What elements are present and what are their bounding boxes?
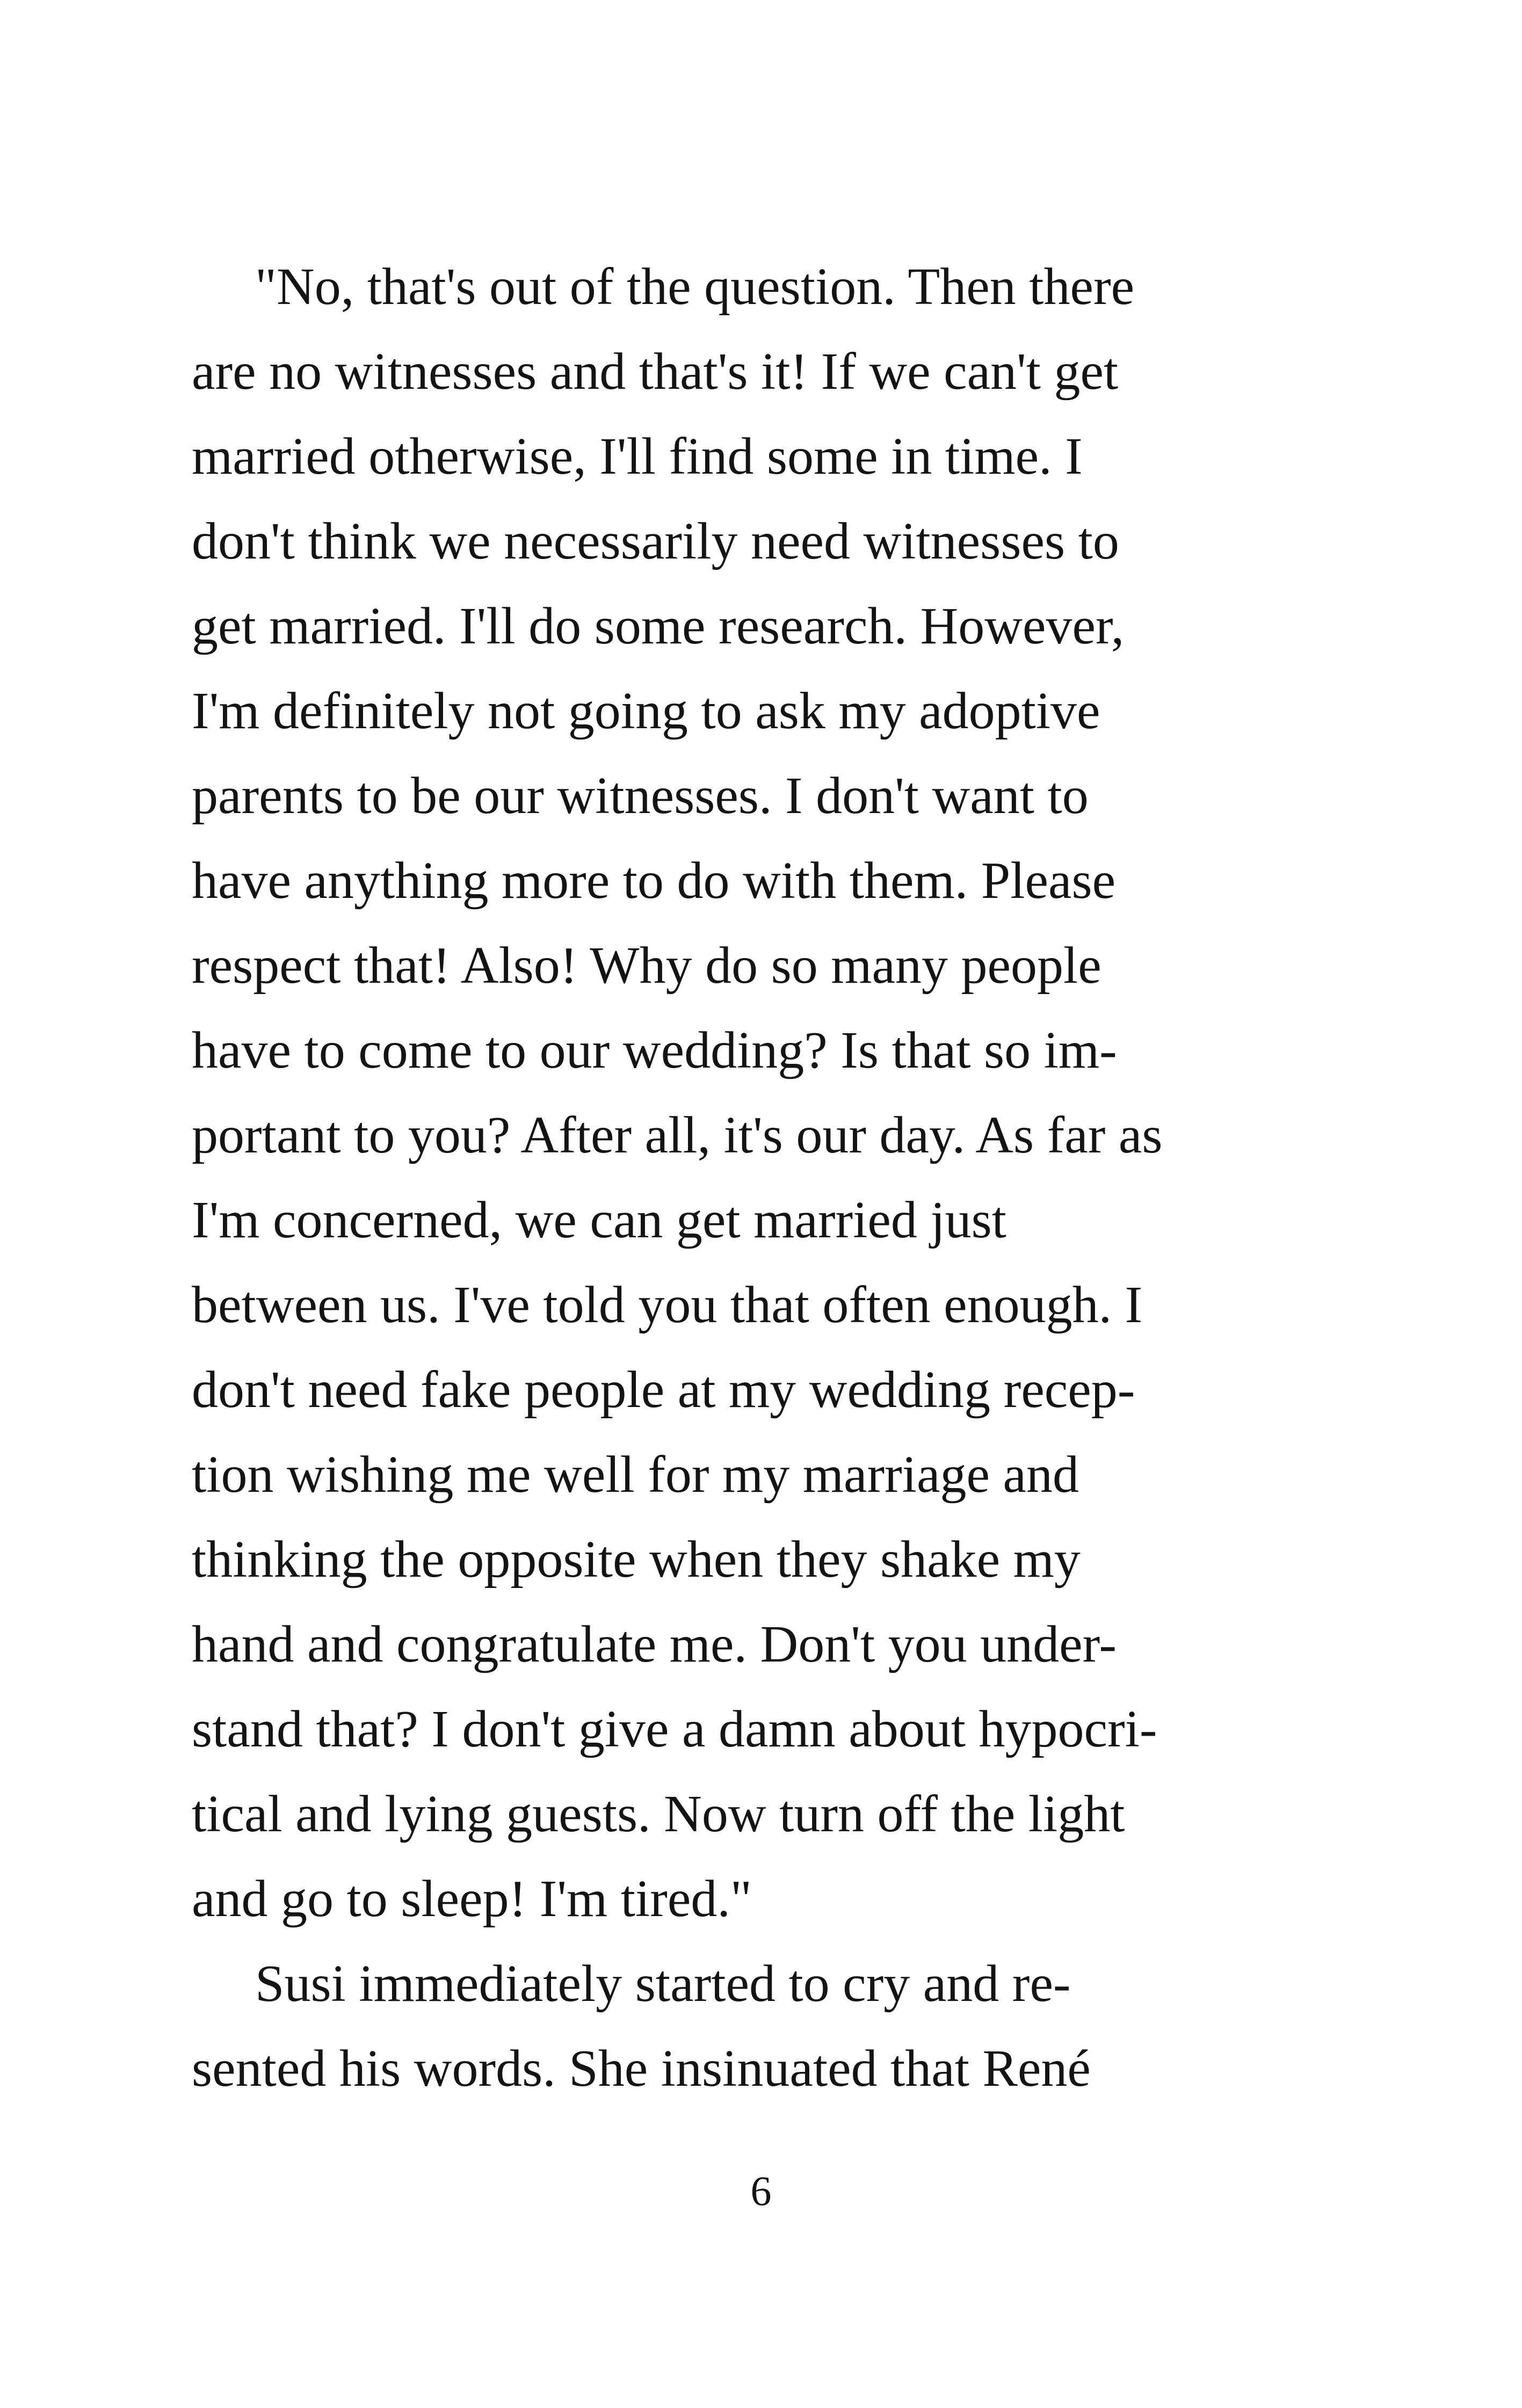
text-line: respect that! Also! Why do so many people — [192, 937, 1101, 995]
text-line: and go to sleep! I'm tired." — [192, 1870, 752, 1928]
text-line: get married. I'll do some research. However, — [192, 597, 1125, 655]
text-line: I'm concerned, we can get married just — [192, 1191, 1006, 1249]
text-line: tion wishing me well for my marriage and — [192, 1446, 1079, 1504]
text-line: portant to you? After all, it's our day. As far as — [192, 1106, 1163, 1164]
paragraph-1 — [192, 244, 1244, 1941]
text-line: sented his words. She insinuated that René — [192, 2040, 1091, 2098]
text-line: are no witnesses and that's it! If we can't get — [192, 343, 1119, 401]
text-line: parents to be our witnesses. I don't want to — [192, 767, 1089, 825]
body-text — [192, 244, 1244, 2111]
paragraph-2 — [192, 1941, 1244, 2111]
text-line: I'm definitely not going to ask my adoptive — [192, 682, 1100, 740]
text-line: Susi immediately started to cry and re- — [255, 1955, 1071, 2013]
text-line: between us. I've told you that often enough. I — [192, 1276, 1143, 1334]
text-line: married otherwise, I'll find some in time. I — [192, 427, 1083, 485]
text-line: have to come to our wedding? Is that so im- — [192, 1021, 1117, 1079]
text-line: have anything more to do with them. Please — [192, 852, 1116, 910]
text-line: stand that? I don't give a damn about hypocri- — [192, 1700, 1157, 1758]
text-line: tical and lying guests. Now turn off the light — [192, 1785, 1125, 1843]
text-line: hand and congratulate me. Don't you under- — [192, 1615, 1117, 1673]
text-line: don't need fake people at my wedding recep- — [192, 1361, 1135, 1419]
text-line: thinking the opposite when they shake my — [192, 1531, 1081, 1589]
text-line: don't think we necessarily need witnesses to — [192, 512, 1119, 570]
text-line: "No, that's out of the question. Then there — [255, 258, 1135, 316]
page-number: 6 — [750, 2167, 772, 2214]
